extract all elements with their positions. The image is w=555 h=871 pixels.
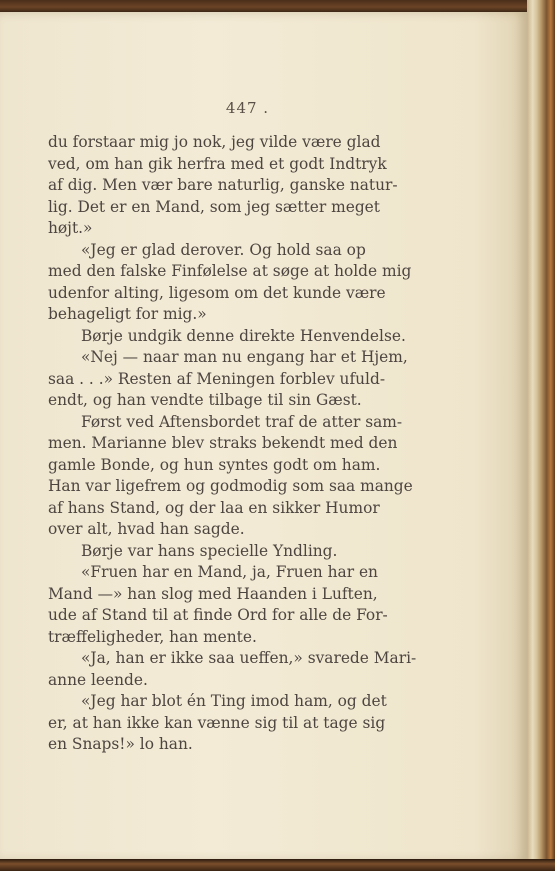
text-line: «Jeg har blot én Ting imod ham, og det [81,692,387,710]
text-line: men. Marianne blev straks bekendt med den [48,434,398,452]
text-line: «Nej — naar man nu engang har et Hjem, [81,348,408,366]
text-line: med den falske Finfølelse at søge at holde mig [48,262,412,280]
text-line: saa . . .» Resten af Meningen forblev ufuld- [48,369,386,388]
text-line: «Ja, han er ikke saa ueffen,» svarede Mari- [81,649,417,667]
text-line: af hans Stand, og der laa en sikker Humor [48,498,380,517]
text-line: af dig. Men vær bare naturlig, ganske natur- [48,176,398,194]
text-line: endt, og han vendte tilbage til sin Gæst. [48,391,362,409]
text-line: Børje undgik denne direkte Henvendelse. [81,326,406,345]
text-line: Børje var hans specielle Yndling. [81,541,338,560]
text-line: lig. Det er en Mand, som jeg sætter meget [48,197,380,216]
book-bottom-edge [0,859,555,871]
text-line: behageligt for mig.» [48,305,207,323]
text-line: «Jeg er glad derover. Og hold saa op [81,240,366,259]
text-line: træffeligheder, han mente. [48,627,257,646]
text-line: Han var ligefrem og godmodig som saa mange [48,477,413,495]
text-line: højt.» [48,219,93,237]
text-line: er, at han ikke kan vænne sig til at tage sig [48,713,386,732]
text-line: en Snaps!» lo han. [48,735,193,753]
text-line: over alt, hvad han sagde. [48,520,245,538]
text-line: ved, om han gik herfra med et godt Indtryk [48,154,387,173]
text-line: ude af Stand til at finde Ord for alle de For- [48,606,388,624]
book-page [0,12,527,861]
text-line: Først ved Aftensbordet traf de atter sam- [81,412,403,431]
body-text [48,132,420,756]
text-line: Mand —» han slog med Haanden i Luften, [48,584,378,603]
book-spine [527,0,555,871]
text-line: udenfor alting, ligesom om det kunde være [48,283,386,302]
text-line: gamle Bonde, og hun syntes godt om ham. [48,455,381,474]
text-line: anne leende. [48,670,148,689]
page-number: 447 . [225,99,270,117]
text-line: «Fruen har en Mand, ja, Fruen har en [81,563,378,581]
text-line: du forstaar mig jo nok, jeg vilde være glad [48,133,381,151]
